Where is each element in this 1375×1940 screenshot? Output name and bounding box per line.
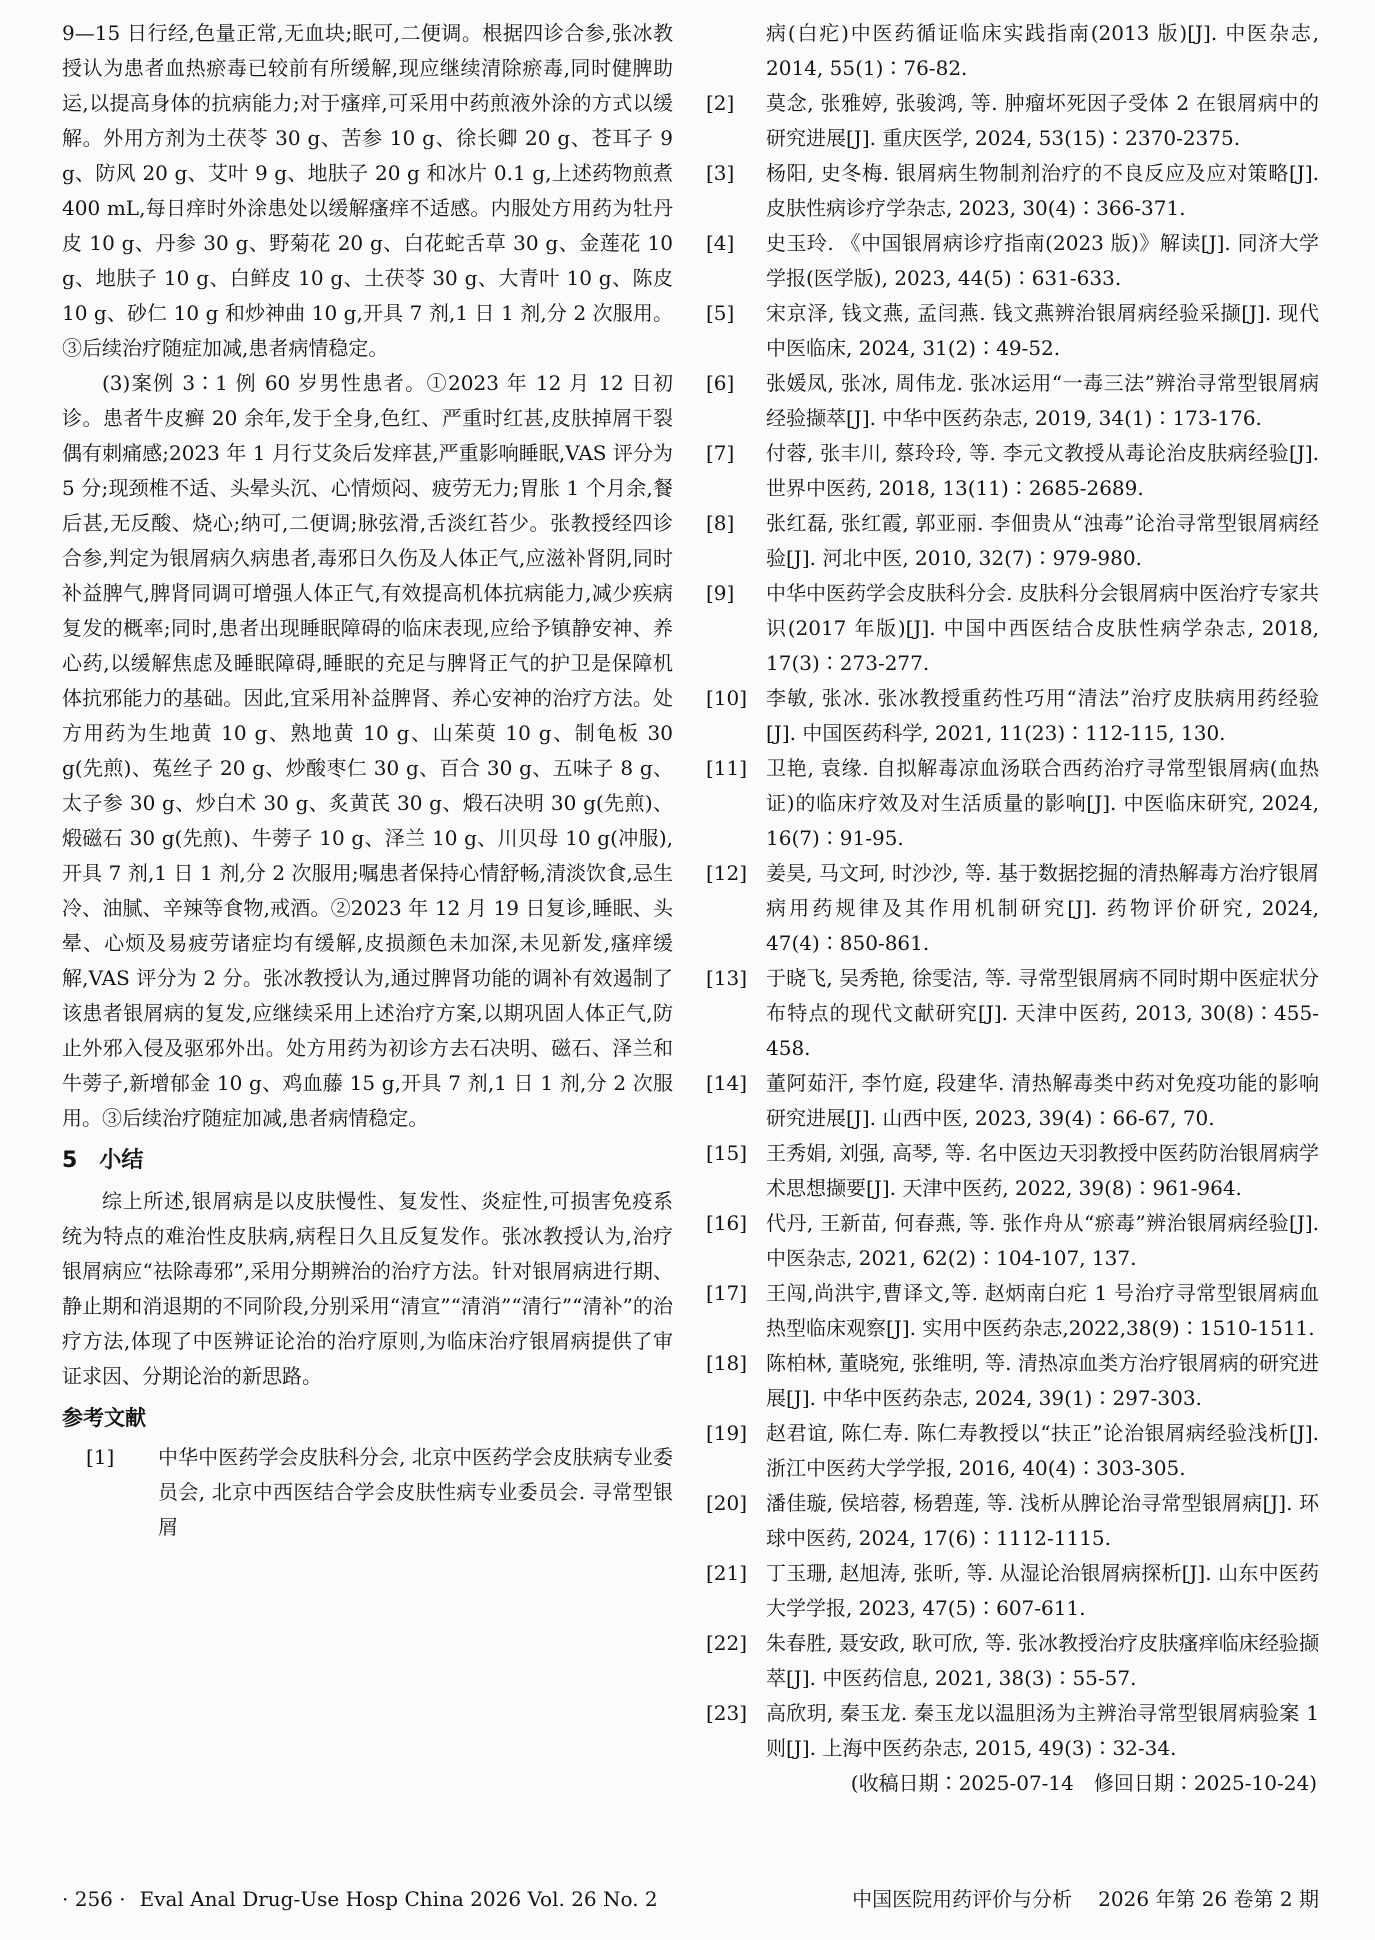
reference-text: 张红磊, 张红霞, 郭亚丽. 李佃贵从“浊毒”论治寻常型银屑病经验[J]. 河北中医, 2010, 32(7)∶979-980. <box>766 511 1319 570</box>
references-heading: 参考文献 <box>62 1406 146 1430</box>
page-footer <box>62 1884 1319 1914</box>
reference-text: 王闯,尚洪宇,曹译文,等. 赵炳南白疕 1 号治疗寻常型银屑病血热型临床观察[J]. 实用中医药杂志,2022,38(9)∶1510-1511. <box>766 1281 1319 1340</box>
reference-label: [15] <box>706 1141 748 1165</box>
reference-item <box>706 436 1319 506</box>
reference-text: 莫念, 张雅婷, 张骏鸿, 等. 肿瘤坏死因子受体 2 在银屑病中的研究进展[J]. 重庆医学, 2024, 53(15)∶2370-2375. <box>766 91 1319 150</box>
reference-label: [12] <box>706 861 748 885</box>
reference-text: 陈柏林, 董晓宛, 张维明, 等. 清热凉血类方治疗银屑病的研究进展[J]. 中华中医药杂志, 2024, 39(1)∶297-303. <box>766 1351 1319 1410</box>
reference-label: [23] <box>706 1701 748 1725</box>
reference-text: 杨阳, 史冬梅. 银屑病生物制剂治疗的不良反应及应对策略[J]. 皮肤性病诊疗学杂志, 2023, 30(4)∶366-371. <box>766 161 1319 220</box>
received-revised-dates: (收稿日期∶2025-07-14 修回日期∶2025-10-24) <box>850 1771 1317 1795</box>
reference-text: 丁玉珊, 赵旭涛, 张昕, 等. 从湿论治银屑病探析[J]. 山东中医药大学学报, 2023, 47(5)∶607-611. <box>766 1561 1319 1620</box>
reference-label: [18] <box>706 1351 748 1375</box>
reference-item <box>706 296 1319 366</box>
reference-text: 朱春胜, 聂安政, 耿可欣, 等. 张冰教授治疗皮肤瘙痒临床经验撷萃[J]. 中医药信息, 2021, 38(3)∶55-57. <box>766 1631 1319 1690</box>
reference-text: 王秀娟, 刘强, 高琴, 等. 名中医边天羽教授中医药防治银屑病学术思想撷要[J]. 天津中医药, 2022, 39(8)∶961-964. <box>766 1141 1319 1200</box>
section-title: 小结 <box>99 1148 144 1173</box>
reference-item <box>706 1626 1319 1696</box>
page-number: · 256 · <box>62 1887 126 1911</box>
reference-item <box>706 366 1319 436</box>
reference-item <box>706 1206 1319 1276</box>
section-number: 5 <box>62 1148 78 1173</box>
reference-text: 卫艳, 袁缘. 自拟解毒凉血汤联合西药治疗寻常型银屑病(血热证)的临床疗效及对生活质量的影响[J]. 中医临床研究, 2024, 16(7)∶91-95. <box>766 756 1319 850</box>
two-column-layout <box>62 16 1319 1801</box>
summary-paragraph: 综上所述,银屑病是以皮肤慢性、复发性、炎症性,可损害免疫系统为特点的难治性皮肤病,病程日久且反复发作。张冰教授认为,治疗银屑病应“祛除毒邪”,采用分期辨治的治疗方法。针对银屑病进行期、静止期和消退期的不同阶段,分别采用“清宣”“清消”“清行”“清补”的治疗方法,体现了中医辨证论治的治疗原则,为临床治疗银屑病提供了审证求因、分期论治的新思路。 <box>62 1189 673 1388</box>
reference-text: 赵君谊, 陈仁寿. 陈仁寿教授以“扶正”论治银屑病经验浅析[J]. 浙江中医药大学学报, 2016, 40(4)∶303-305. <box>766 1421 1319 1480</box>
reference-item <box>706 1066 1319 1136</box>
reference-text: 董阿茹汗, 李竹庭, 段建华. 清热解毒类中药对免疫功能的影响研究进展[J]. 山西中医, 2023, 39(4)∶66-67, 70. <box>766 1071 1319 1130</box>
reference-label: [3] <box>706 161 735 185</box>
reference-text: 于晓飞, 吴秀艳, 徐雯洁, 等. 寻常型银屑病不同时期中医症状分布特点的现代文献研究[J]. 天津中医药, 2013, 30(8)∶455-458. <box>766 966 1319 1060</box>
reference-item <box>706 961 1319 1066</box>
reference-text: 李敏, 张冰. 张冰教授重药性巧用“清法”治疗皮肤病用药经验[J]. 中国医药科学, 2021, 11(23)∶112-115, 130. <box>766 686 1319 745</box>
reference-item <box>706 226 1319 296</box>
journal-name-en: Eval Anal Drug-Use Hosp China 2026 Vol. 26 No. 2 <box>139 1887 658 1911</box>
reference-label: [20] <box>706 1491 748 1515</box>
reference-label: [17] <box>706 1281 748 1305</box>
reference-label: [13] <box>706 966 748 990</box>
left-column <box>62 16 673 1545</box>
reference-item <box>706 156 1319 226</box>
reference-item <box>706 1276 1319 1346</box>
reference-item <box>706 751 1319 856</box>
reference-item <box>62 1440 673 1545</box>
reference-text: 张媛凤, 张冰, 周伟龙. 张冰运用“一毒三法”辨治寻常型银屑病经验撷萃[J]. 中华中医药杂志, 2019, 34(1)∶173-176. <box>766 371 1319 430</box>
reference-text: 中华中医药学会皮肤科分会. 皮肤科分会银屑病中医治疗专家共识(2017 年版)[J]. 中国中西医结合皮肤性病学杂志, 2018, 17(3)∶273-277. <box>766 581 1319 675</box>
reference-text: 中华中医药学会皮肤科分会, 北京中医药学会皮肤病专业委员会, 北京中西医结合学会皮肤性病专业委员会. 寻常型银屑 <box>158 1445 673 1539</box>
reference-label: [11] <box>706 756 748 780</box>
reference-continuation: 病(白疕)中医药循证临床实践指南(2013 版)[J]. 中医杂志, 2014, 55(1)∶76-82. <box>766 21 1319 80</box>
reference-label: [22] <box>706 1631 748 1655</box>
reference-item <box>706 1136 1319 1206</box>
reference-item <box>706 506 1319 576</box>
footer-left <box>62 1884 658 1914</box>
right-column <box>706 16 1319 1801</box>
section-heading-summary <box>62 1146 673 1176</box>
reference-label: [9] <box>706 581 735 605</box>
reference-text: 代丹, 王新苗, 何春燕, 等. 张作舟从“瘀毒”辨治银屑病经验[J]. 中医杂志, 2021, 62(2)∶104-107, 137. <box>766 1211 1319 1270</box>
reference-label: [10] <box>706 686 748 710</box>
reference-label: [7] <box>706 441 735 465</box>
journal-name-cn: 中国医院用药评价与分析 <box>852 1887 1073 1911</box>
reference-label: [16] <box>706 1211 748 1235</box>
reference-item <box>706 1416 1319 1486</box>
reference-label: [4] <box>706 231 735 255</box>
issue-info-cn: 2026 年第 26 卷第 2 期 <box>1098 1887 1319 1911</box>
reference-label: [5] <box>706 301 735 325</box>
reference-item <box>706 1486 1319 1556</box>
reference-item <box>706 856 1319 961</box>
reference-item <box>706 1346 1319 1416</box>
reference-item <box>706 1696 1319 1766</box>
reference-item <box>706 1556 1319 1626</box>
reference-label: [21] <box>706 1561 748 1585</box>
reference-item <box>706 681 1319 751</box>
body-paragraph-case2-continuation: 9—15 日行经,色量正常,无血块;眠可,二便调。根据四诊合参,张冰教授认为患者血热瘀毒已较前有所缓解,现应继续清除瘀毒,同时健脾助运,以提高身体的抗病能力;对于瘙痒,可采用中药煎液外涂的方式以缓解。外用方剂为土茯苓 30 g、苦参 10 g、徐长卿 20 g、苍耳子 9 g、防风 20 g、艾叶 9 g、地肤子 20 g 和冰片 0.1 g,上述药物煎煮 400 mL,每日痒时外涂患处以缓解瘙痒不适感。内服处方用药为牡丹皮 10 g、丹参 30 g、野菊花 20 g、白花蛇舌草 30 g、金莲花 10 g、地肤子 10 g、白鲜皮 10 g、土茯苓 30 g、大青叶 10 g、陈皮 10 g、砂仁 10 g 和炒神曲 10 g,开具 7 剂,1 日 1 剂,分 2 次服用。③后续治疗随症加减,患者病情稳定。 <box>62 21 673 360</box>
reference-text: 付蓉, 张丰川, 蔡玲玲, 等. 李元文教授从毒论治皮肤病经验[J]. 世界中医药, 2018, 13(11)∶2685-2689. <box>766 441 1319 500</box>
reference-label: [8] <box>706 511 735 535</box>
reference-text: 潘佳璇, 侯培蓉, 杨碧莲, 等. 浅析从脾论治寻常型银屑病[J]. 环球中医药, 2024, 17(6)∶1112-1115. <box>766 1491 1319 1550</box>
reference-item <box>706 86 1319 156</box>
reference-text: 高欣玥, 秦玉龙. 秦玉龙以温胆汤为主辨治寻常型银屑病验案 1 则[J]. 上海中医药杂志, 2015, 49(3)∶32-34. <box>766 1701 1319 1760</box>
reference-label: [14] <box>706 1071 748 1095</box>
reference-text: 史玉玲. 《中国银屑病诊疗指南(2023 版)》解读[J]. 同济大学学报(医学版), 2023, 44(5)∶631-633. <box>766 231 1319 290</box>
body-paragraph-case3: (3)案例 3∶1 例 60 岁男性患者。①2023 年 12 月 12 日初诊。患者牛皮癣 20 余年,发于全身,色红、严重时红甚,皮肤掉屑干裂偶有刺痛感;2023 年 1 月行艾灸后发痒甚,严重影响睡眠,VAS 评分为 5 分;现颈椎不适、头晕头沉、心情烦闷、疲劳无力;胃胀 1 个月余,餐后甚,无反酸、烧心;纳可,二便调;脉弦滑,舌淡红苔少。张教授经四诊合参,判定为银屑病久病患者,毒邪日久伤及人体正气,应滋补肾阴,同时补益脾气,脾肾同调可增强人体正气,有效提高机体抗病能力,减少疾病复发的概率;同时,患者出现睡眠障碍的临床表现,应给予镇静安神、养心药,以缓解焦虑及睡眠障碍,睡眠的充足与脾肾正气的护卫是保障机体抗邪能力的基础。因此,宜采用补益脾肾、养心安神的治疗方法。处方用药为生地黄 10 g、熟地黄 10 g、山茱萸 10 g、制龟板 30 g(先煎)、菟丝子 20 g、炒酸枣仁 30 g、百合 30 g、五味子 8 g、太子参 30 g、炒白术 30 g、炙黄芪 30 g、煅石决明 30 g(先煎)、煅磁石 30 g(先煎)、牛蒡子 10 g、泽兰 10 g、川贝母 10 g(冲服),开具 7 剂,1 日 1 剂,分 2 次服用;嘱患者保持心情舒畅,清淡饮食,忌生冷、油腻、辛辣等食物,戒酒。②2023 年 12 月 19 日复诊,睡眠、头晕、心烦及易疲劳诸症均有缓解,皮损颜色未加深,未见新发,瘙痒缓解,VAS 评分为 2 分。张冰教授认为,通过脾肾功能的调补有效遏制了该患者银屑病的复发,应继续采用上述治疗方案,以期巩固人体正气,防止外邪入侵及驱邪外出。处方用药为初诊方去石决明、磁石、泽兰和牛蒡子,新增郁金 10 g、鸡血藤 15 g,开具 7 剂,1 日 1 剂,分 2 次服用。③后续治疗随症加减,患者病情稳定。 <box>62 371 673 1130</box>
reference-label: [2] <box>706 91 735 115</box>
reference-label: [19] <box>706 1421 748 1445</box>
reference-item <box>706 576 1319 681</box>
reference-text: 姜昊, 马文珂, 时沙沙, 等. 基于数据挖掘的清热解毒方治疗银屑病用药规律及其作用机制研究[J]. 药物评价研究, 2024, 47(4)∶850-861. <box>766 861 1319 955</box>
footer-right <box>852 1884 1319 1914</box>
reference-text: 宋京泽, 钱文燕, 孟闫燕. 钱文燕辨治银屑病经验采撷[J]. 现代中医临床, 2024, 31(2)∶49-52. <box>766 301 1319 360</box>
reference-label: [1] <box>86 1445 115 1469</box>
reference-label: [6] <box>706 371 735 395</box>
